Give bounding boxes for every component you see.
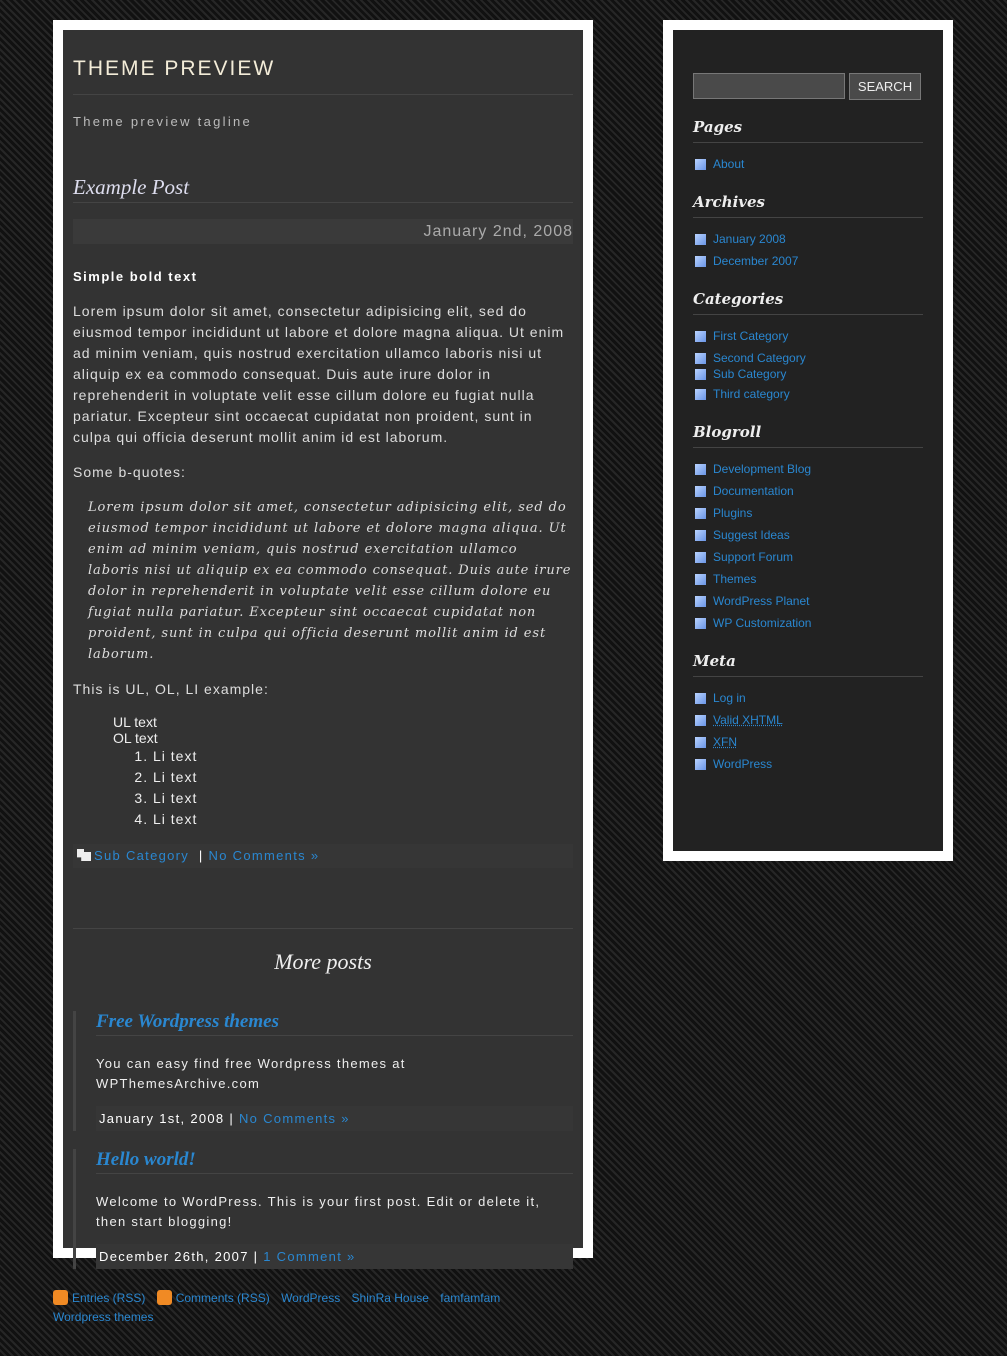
search-button[interactable]: SEARCH <box>849 73 921 100</box>
category-icon <box>77 849 91 861</box>
sidebar-link[interactable]: Themes <box>713 572 757 586</box>
bullet-icon <box>695 331 706 342</box>
widget-list-pages <box>693 153 923 175</box>
search-form <box>693 30 923 100</box>
ol-text: OL text <box>113 730 158 746</box>
widget-list-blogroll <box>693 458 923 634</box>
list-item <box>693 153 923 175</box>
list-item <box>693 502 923 524</box>
footer-link[interactable]: WordPress <box>281 1291 341 1305</box>
main-frame <box>53 20 593 1264</box>
bullet-icon <box>695 552 706 563</box>
list-item: 3. Li text <box>153 788 573 809</box>
list-item <box>693 383 923 405</box>
post-title[interactable]: Example Post <box>73 175 573 203</box>
list-item <box>693 325 923 347</box>
bquote-label: Some b-quotes: <box>73 464 186 480</box>
more-post-meta <box>96 1106 573 1131</box>
sidebar-link[interactable]: Valid XHTML <box>713 713 783 727</box>
list-item <box>693 687 923 709</box>
bullet-icon <box>695 486 706 497</box>
widget-title-pages: Pages <box>693 118 923 143</box>
bullet-icon <box>695 574 706 585</box>
ordered-list <box>153 746 573 830</box>
sidebar-link[interactable]: Second Category <box>713 351 806 365</box>
list-item <box>693 612 923 634</box>
more-post-date: December 26th, 2007 | <box>99 1249 259 1264</box>
sidebar-link[interactable]: About <box>713 157 745 171</box>
comments-link[interactable]: No Comments » <box>208 848 320 863</box>
sidebar-link[interactable]: WordPress Planet <box>713 594 810 608</box>
sidebar-link[interactable]: December 2007 <box>713 254 799 268</box>
list-item <box>693 366 923 383</box>
rss-icon <box>157 1290 172 1305</box>
footer-link[interactable]: famfamfam <box>440 1291 501 1305</box>
bullet-icon <box>695 618 706 629</box>
more-post-meta <box>96 1244 573 1269</box>
bullet-icon <box>695 234 706 245</box>
site-title[interactable]: THEME PREVIEW <box>73 30 573 95</box>
site-tagline: Theme preview tagline <box>73 114 253 129</box>
category-link[interactable]: Sub Category <box>94 848 190 863</box>
list-item: 1. Li text <box>153 746 573 767</box>
comments-link[interactable]: 1 Comment » <box>263 1249 356 1264</box>
list-item <box>693 480 923 502</box>
sidebar-link[interactable]: Development Blog <box>713 462 812 476</box>
post-meta <box>73 844 573 868</box>
list-item <box>693 709 923 731</box>
sidebar-link[interactable]: Sub Category <box>713 367 787 381</box>
comments-link[interactable]: No Comments » <box>238 1111 350 1126</box>
sidebar-link[interactable]: Plugins <box>713 506 753 520</box>
rss-icon <box>53 1290 68 1305</box>
bullet-icon <box>695 737 706 748</box>
sidebar-frame <box>663 20 953 861</box>
sidebar-link[interactable]: January 2008 <box>713 232 786 246</box>
blockquote: Lorem ipsum dolor sit amet, consectetur adipisicing elit, sed do eiusmod tempor incididunt ut labore et dolore magna aliqua. Ut enim ad minim veniam, quis nostrud exercitation ullamco laboris nisi ut aliquip ex ea commodo consequat. Duis aute irure dolor in reprehenderit in voluptate velit esse cillum dolore eu fugiat nulla pariatur. Excepteur sint occaecat cupidatat non proident, sunt in culpa qui officia deserunt mollit anim id est laborum. <box>88 500 572 662</box>
footer-link[interactable]: Entries (RSS) <box>72 1291 146 1305</box>
footer <box>53 1289 553 1327</box>
divider <box>73 928 573 929</box>
more-posts-title: More posts <box>274 949 372 974</box>
bullet-icon <box>695 693 706 704</box>
sidebar-link[interactable]: Suggest Ideas <box>713 528 790 542</box>
sidebar <box>673 30 943 851</box>
sidebar-link[interactable]: First Category <box>713 329 789 343</box>
bullet-icon <box>695 159 706 170</box>
sidebar-link[interactable]: Log in <box>713 691 746 705</box>
list-item: 4. Li text <box>153 809 573 830</box>
sidebar-link[interactable]: XFN <box>713 735 737 749</box>
list-item: 2. Li text <box>153 767 573 788</box>
widget-title-archives: Archives <box>693 193 923 218</box>
widget-title-meta: Meta <box>693 652 923 677</box>
bullet-icon <box>695 464 706 475</box>
search-input[interactable] <box>693 73 845 99</box>
bold-text: Simple bold text <box>73 269 198 284</box>
more-post <box>73 1011 573 1131</box>
content-area <box>63 30 583 1264</box>
more-post-date: January 1st, 2008 | <box>99 1111 235 1126</box>
more-post-title[interactable]: Hello world! <box>96 1149 573 1174</box>
list-item <box>693 731 923 753</box>
widget-list-meta <box>693 687 923 775</box>
list-item <box>693 250 923 272</box>
sidebar-link[interactable]: Documentation <box>713 484 794 498</box>
separator: | <box>198 848 204 863</box>
post-date: January 2nd, 2008 <box>73 219 573 244</box>
footer-link[interactable]: Wordpress themes <box>53 1310 154 1324</box>
list-item <box>693 568 923 590</box>
widget-title-blogroll: Blogroll <box>693 423 923 448</box>
more-post-text: Welcome to WordPress. This is your first post. Edit or delete it, then start blogging! <box>96 1194 541 1229</box>
widget-title-categories: Categories <box>693 290 923 315</box>
list-item <box>693 228 923 250</box>
bullet-icon <box>695 596 706 607</box>
bullet-icon <box>695 508 706 519</box>
widget-list-categories <box>693 325 923 405</box>
list-item <box>693 753 923 775</box>
sidebar-link[interactable]: Third category <box>713 387 790 401</box>
ul-text: UL text <box>113 714 157 730</box>
sidebar-link[interactable]: WordPress <box>713 757 773 771</box>
list-item <box>693 458 923 480</box>
bullet-icon <box>695 530 706 541</box>
list-item <box>693 546 923 568</box>
more-post-text: You can easy find free Wordpress themes at WPThemesArchive.com <box>96 1056 406 1091</box>
footer-link[interactable]: ShinRa House <box>351 1291 429 1305</box>
widget-list-archives <box>693 228 923 272</box>
sidebar-link[interactable]: WP Customization <box>713 616 812 630</box>
bullet-icon <box>695 353 706 364</box>
list-label: This is UL, OL, LI example: <box>73 681 269 697</box>
more-post-title[interactable]: Free Wordpress themes <box>96 1011 573 1036</box>
bullet-icon <box>695 256 706 267</box>
sidebar-link[interactable]: Support Forum <box>713 550 794 564</box>
post-paragraph: Lorem ipsum dolor sit amet, consectetur adipisicing elit, sed do eiusmod tempor incididunt ut labore et dolore magna aliqua. Ut enim ad minim veniam, quis nostrud exercitation ullamco laboris nisi ut aliquip ex ea commodo consequat. Duis aute irure dolor in reprehenderit in voluptate velit esse cillum dolore eu fugiat nulla pariatur. Excepteur sint occaecat cupidatat non proident, sunt in culpa qui officia deserunt mollit anim id est laborum. <box>73 303 565 445</box>
footer-link[interactable]: Comments (RSS) <box>175 1291 270 1305</box>
bullet-icon <box>695 759 706 770</box>
list-item <box>693 590 923 612</box>
bullet-icon <box>695 369 706 380</box>
bullet-icon <box>695 715 706 726</box>
list-item <box>693 524 923 546</box>
more-post <box>73 1149 573 1269</box>
bullet-icon <box>695 389 706 400</box>
